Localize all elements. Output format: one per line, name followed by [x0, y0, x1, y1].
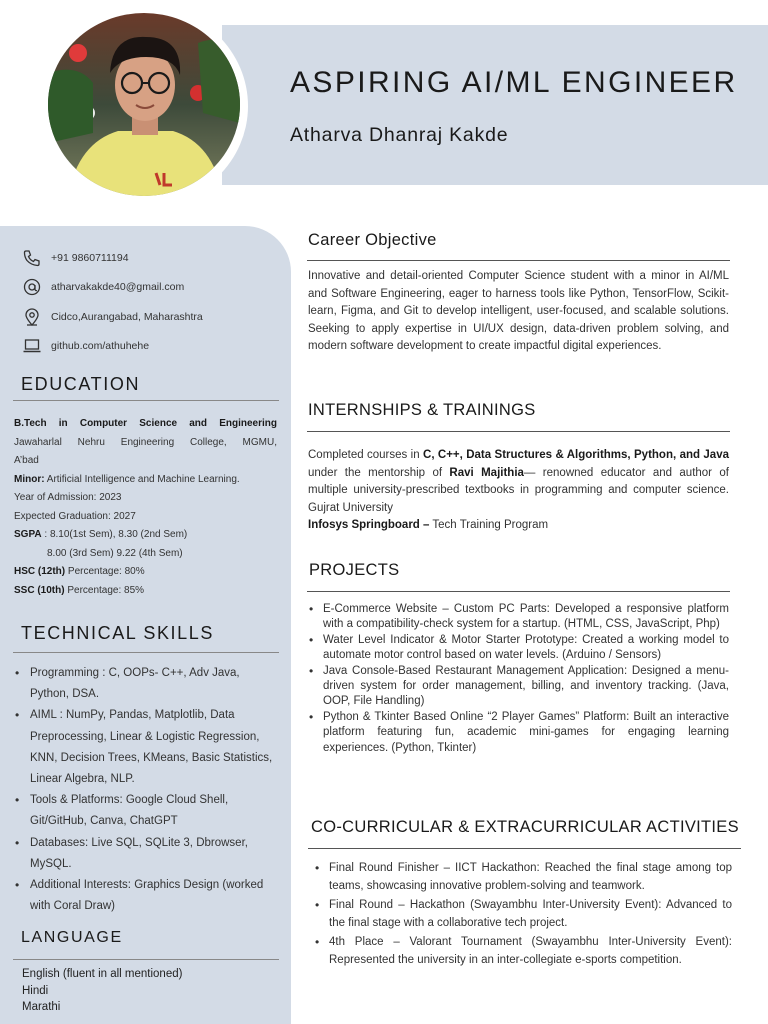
list-item: • Final Round – Hackathon (Swayambhu Inter-University Event): Advanced to the final stage with a collaborative tech project. — [329, 896, 732, 933]
education-degree: B.Tech in Computer Science and Engineering — [14, 418, 277, 429]
language-divider — [13, 959, 279, 960]
language-list — [22, 966, 182, 1016]
contact-phone[interactable] — [22, 247, 129, 269]
education-college: Jawaharlal Nehru Engineering College, MGMU, — [14, 436, 277, 448]
email-icon — [22, 277, 42, 297]
laptop-icon — [22, 336, 42, 356]
education-divider — [13, 400, 279, 401]
list-item: Hindi — [22, 984, 49, 997]
education-heading: EDUCATION — [21, 374, 141, 394]
location-icon — [22, 307, 42, 327]
activities-divider — [308, 848, 741, 849]
candidate-name: Atharva Dhanraj Kakde — [290, 124, 509, 146]
internships-heading: INTERNSHIPS & TRAININGS — [308, 401, 536, 419]
contact-email[interactable] — [22, 276, 185, 298]
education-sgpa: SGPA : 8.10(1st Sem), 8.30 (2nd Sem) — [14, 529, 188, 540]
contact-github[interactable] — [22, 335, 150, 357]
language-heading: LANGUAGE — [21, 929, 123, 946]
email-text: atharvakakde40@gmail.com — [51, 281, 185, 293]
profile-photo — [48, 13, 240, 196]
list-item: • Additional Interests: Graphics Design (worked with Coral Draw) — [30, 875, 276, 917]
contact-location — [22, 306, 203, 328]
location-text: Cidco,Aurangabad, Maharashtra — [51, 311, 203, 323]
projects-list — [323, 602, 729, 756]
skills-heading: TECHNICAL SKILLS — [21, 623, 214, 643]
objective-heading: Career Objective — [308, 231, 437, 249]
phone-text: +91 9860711194 — [51, 252, 129, 264]
list-item: • 4th Place – Valorant Tournament (Swayambhu Inter-University Event): Represented the university in an inter-collegiate e-sports competition. — [329, 933, 732, 970]
education-minor: Minor: Artificial Intelligence and Machine Learning. — [14, 473, 240, 485]
education-college-city: A’bad — [14, 455, 39, 466]
internships-divider — [307, 431, 730, 432]
list-item: • AIML : NumPy, Pandas, Matplotlib, Data Preprocessing, Linear & Logistic Regression, KNN, Decision Trees, KMeans, Basic Statistics, Linear Algebra, NLP. — [30, 705, 276, 790]
activities-list — [329, 859, 732, 969]
education-hsc: HSC (12th) Percentage: 80% — [14, 566, 145, 577]
github-text: github.com/athuhehe — [51, 340, 150, 352]
internships-text: Completed courses in C, C++, Data Structures & Algorithms, Python, and Java under the mentorship of Ravi Majithia— renowned educator and author of multiple university-prescribed textbooks in programming and computer science. Gujrat University Infosys Springboard – Tech Training Program — [308, 449, 729, 532]
list-item: English (fluent in all mentioned) — [22, 968, 183, 980]
skills-divider — [13, 652, 279, 653]
objective-text: Innovative and detail-oriented Computer Science student with a minor in AI/ML and Software Engineering, eager to harness tools like Python, TensorFlow, Scikit-learn, Figma, and Git to develop intelligent, user-focused, and scalable solutions. Seeking to apply expertise in UI/UX design, data-driven problem solving, and modern software development to create impactful digital experiences. — [308, 270, 729, 353]
education-block — [14, 415, 277, 600]
sidebar — [0, 226, 291, 1024]
objective-divider — [307, 260, 730, 261]
list-item: • Final Round Finisher – IICT Hackathon: Reached the final stage among top teams, showcasing innovative problem-solving and teamwork. — [329, 859, 732, 896]
list-item: • E-Commerce Website – Custom PC Parts: Developed a responsive platform with a compatibility-check system for a startup. (HTML, CSS, JavaScript, Php) — [323, 602, 729, 633]
education-ssc: SSC (10th) Percentage: 85% — [14, 584, 145, 596]
list-item: • Water Level Indicator & Motor Starter Prototype: Created a working model to automate motor control based on water levels. (Arduino / Sensors) — [323, 633, 729, 664]
education-graduation: Expected Graduation: 2027 — [14, 510, 136, 522]
skills-list — [30, 663, 276, 917]
list-item: • Tools & Platforms: Google Cloud Shell, Git/GitHub, Canva, ChatGPT — [30, 790, 276, 832]
projects-heading: PROJECTS — [309, 561, 400, 579]
page-title: ASPIRING AI/ML ENGINEER — [290, 66, 738, 99]
projects-divider — [307, 591, 730, 592]
list-item: • Databases: Live SQL, SQLite 3, Dbrowser, MySQL. — [30, 833, 276, 875]
education-admission: Year of Admission: 2023 — [14, 492, 122, 503]
education-sgpa-cont: 8.00 (3rd Sem) 9.22 (4th Sem) — [47, 547, 183, 559]
header-band — [222, 25, 768, 185]
list-item: • Programming : C, OOPs- C++, Adv Java, Python, DSA. — [30, 663, 276, 705]
phone-icon — [22, 248, 42, 268]
list-item: • Java Console-Based Restaurant Management Application: Designed a menu-driven system for order management, billing, and inventory tracking. (Java, OOP, File Handling) — [323, 664, 729, 710]
list-item: Marathi — [22, 1001, 61, 1013]
list-item: • Python & Tkinter Based Online “2 Player Games” Platform: Built an interactive platform featuring fun, academic mini-games for engaging learning experiences. (Python, Tkinter) — [323, 710, 729, 756]
activities-heading: CO-CURRICULAR & EXTRACURRICULAR ACTIVITIES — [311, 818, 739, 836]
